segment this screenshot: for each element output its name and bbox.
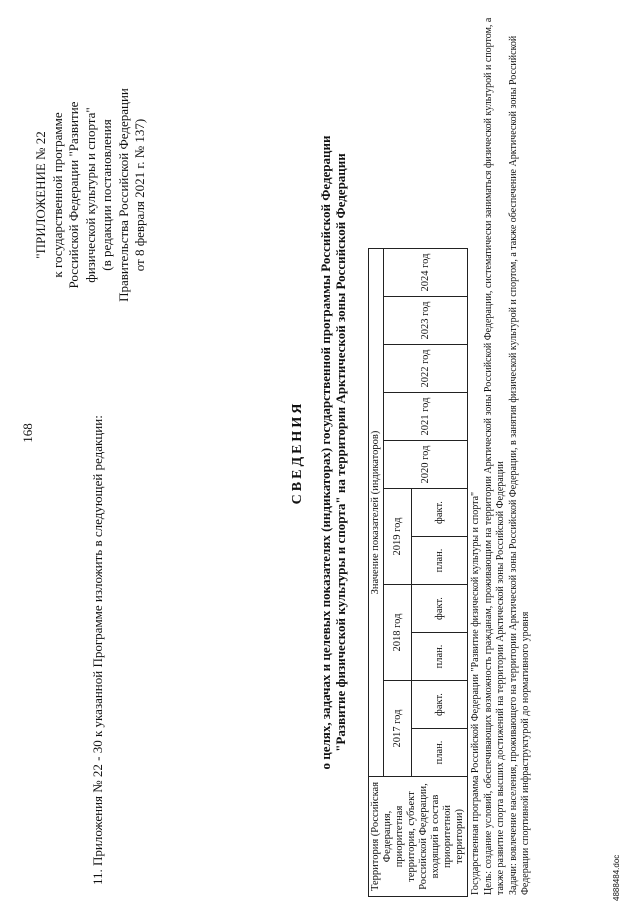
appendix-line: "ПРИЛОЖЕНИЕ № 22 [33,131,48,259]
fact-header: факт. [412,489,468,537]
year-2024-header: 2024 год [384,249,468,297]
fact-header: факт. [412,681,468,729]
intro-text: 11. Приложения № 22 - 30 к указанной Программе изложить в следующей редакции: [90,415,105,885]
year-2022-header: 2022 год [384,345,468,393]
doc-id: 4888484.doc [612,854,621,901]
year-2023-header: 2023 год [384,297,468,345]
subtitle-line-1: о целях, задачах и целевых показателях (индикаторах) государственной программы Российской Федерации [318,135,333,770]
appendix-line: к государственной программе [49,112,65,278]
subtitle-line-2: "Развитие физической культуры и спорта" на территории Арктической зоны Российской Федерации [333,153,348,752]
document-subtitle [318,40,348,865]
appendix-line: физической культуры и спорта" [82,107,98,283]
program-description [470,15,533,895]
fact-header: факт. [412,585,468,633]
year-2021-header: 2021 год [384,393,468,441]
year-2020-header: 2020 год [384,441,468,489]
indicators-table [368,248,468,897]
program-name: Государственная программа Российской Федерации "Развитие физической культуры и спорта" [470,491,481,895]
program-goal: Цель: создание условий, обеспечивающих возможность гражданам, проживающим на территории Арктической зоны Российской Федерации, систематически заниматься физической культурой и спортом, а также развитие спорта высших достижений на территории Арктической зоны Российской Федерации [482,17,507,895]
appendix-line: Российской Федерации "Развитие [66,101,81,289]
appendix-line: Правительства Российской Федерации [115,88,131,302]
appendix-line: от 8 февраля 2021 г. № 137) [132,118,147,272]
plan-header: план. [412,633,468,681]
plan-header: план. [412,537,468,585]
appendix-line: (в редакции постановления [99,119,114,271]
appendix-block [33,50,149,340]
year-2017-header: 2017 год [384,681,412,777]
plan-header: план. [412,729,468,777]
territory-header: Территория (Российская Федерация, приоритетная территория, субъект Российской Федерации, входящий в состав приоритетной территории) [369,777,468,897]
values-header: Значение показателей (индикаторов) [369,249,384,777]
year-2019-header: 2019 год [384,489,412,585]
program-tasks: Задачи: вовлечение населения, проживающего на территории Арктической зоны Российской Федерации, в занятия физической культурой и спортом, а также обеспечение Арктической зоны Российской Федерации спортивной инфраструктурой до нормативного уровня [507,35,532,895]
document-heading: СВЕДЕНИЯ [290,400,305,505]
page-number: 168 [20,423,35,443]
year-2018-header: 2018 год [384,585,412,681]
